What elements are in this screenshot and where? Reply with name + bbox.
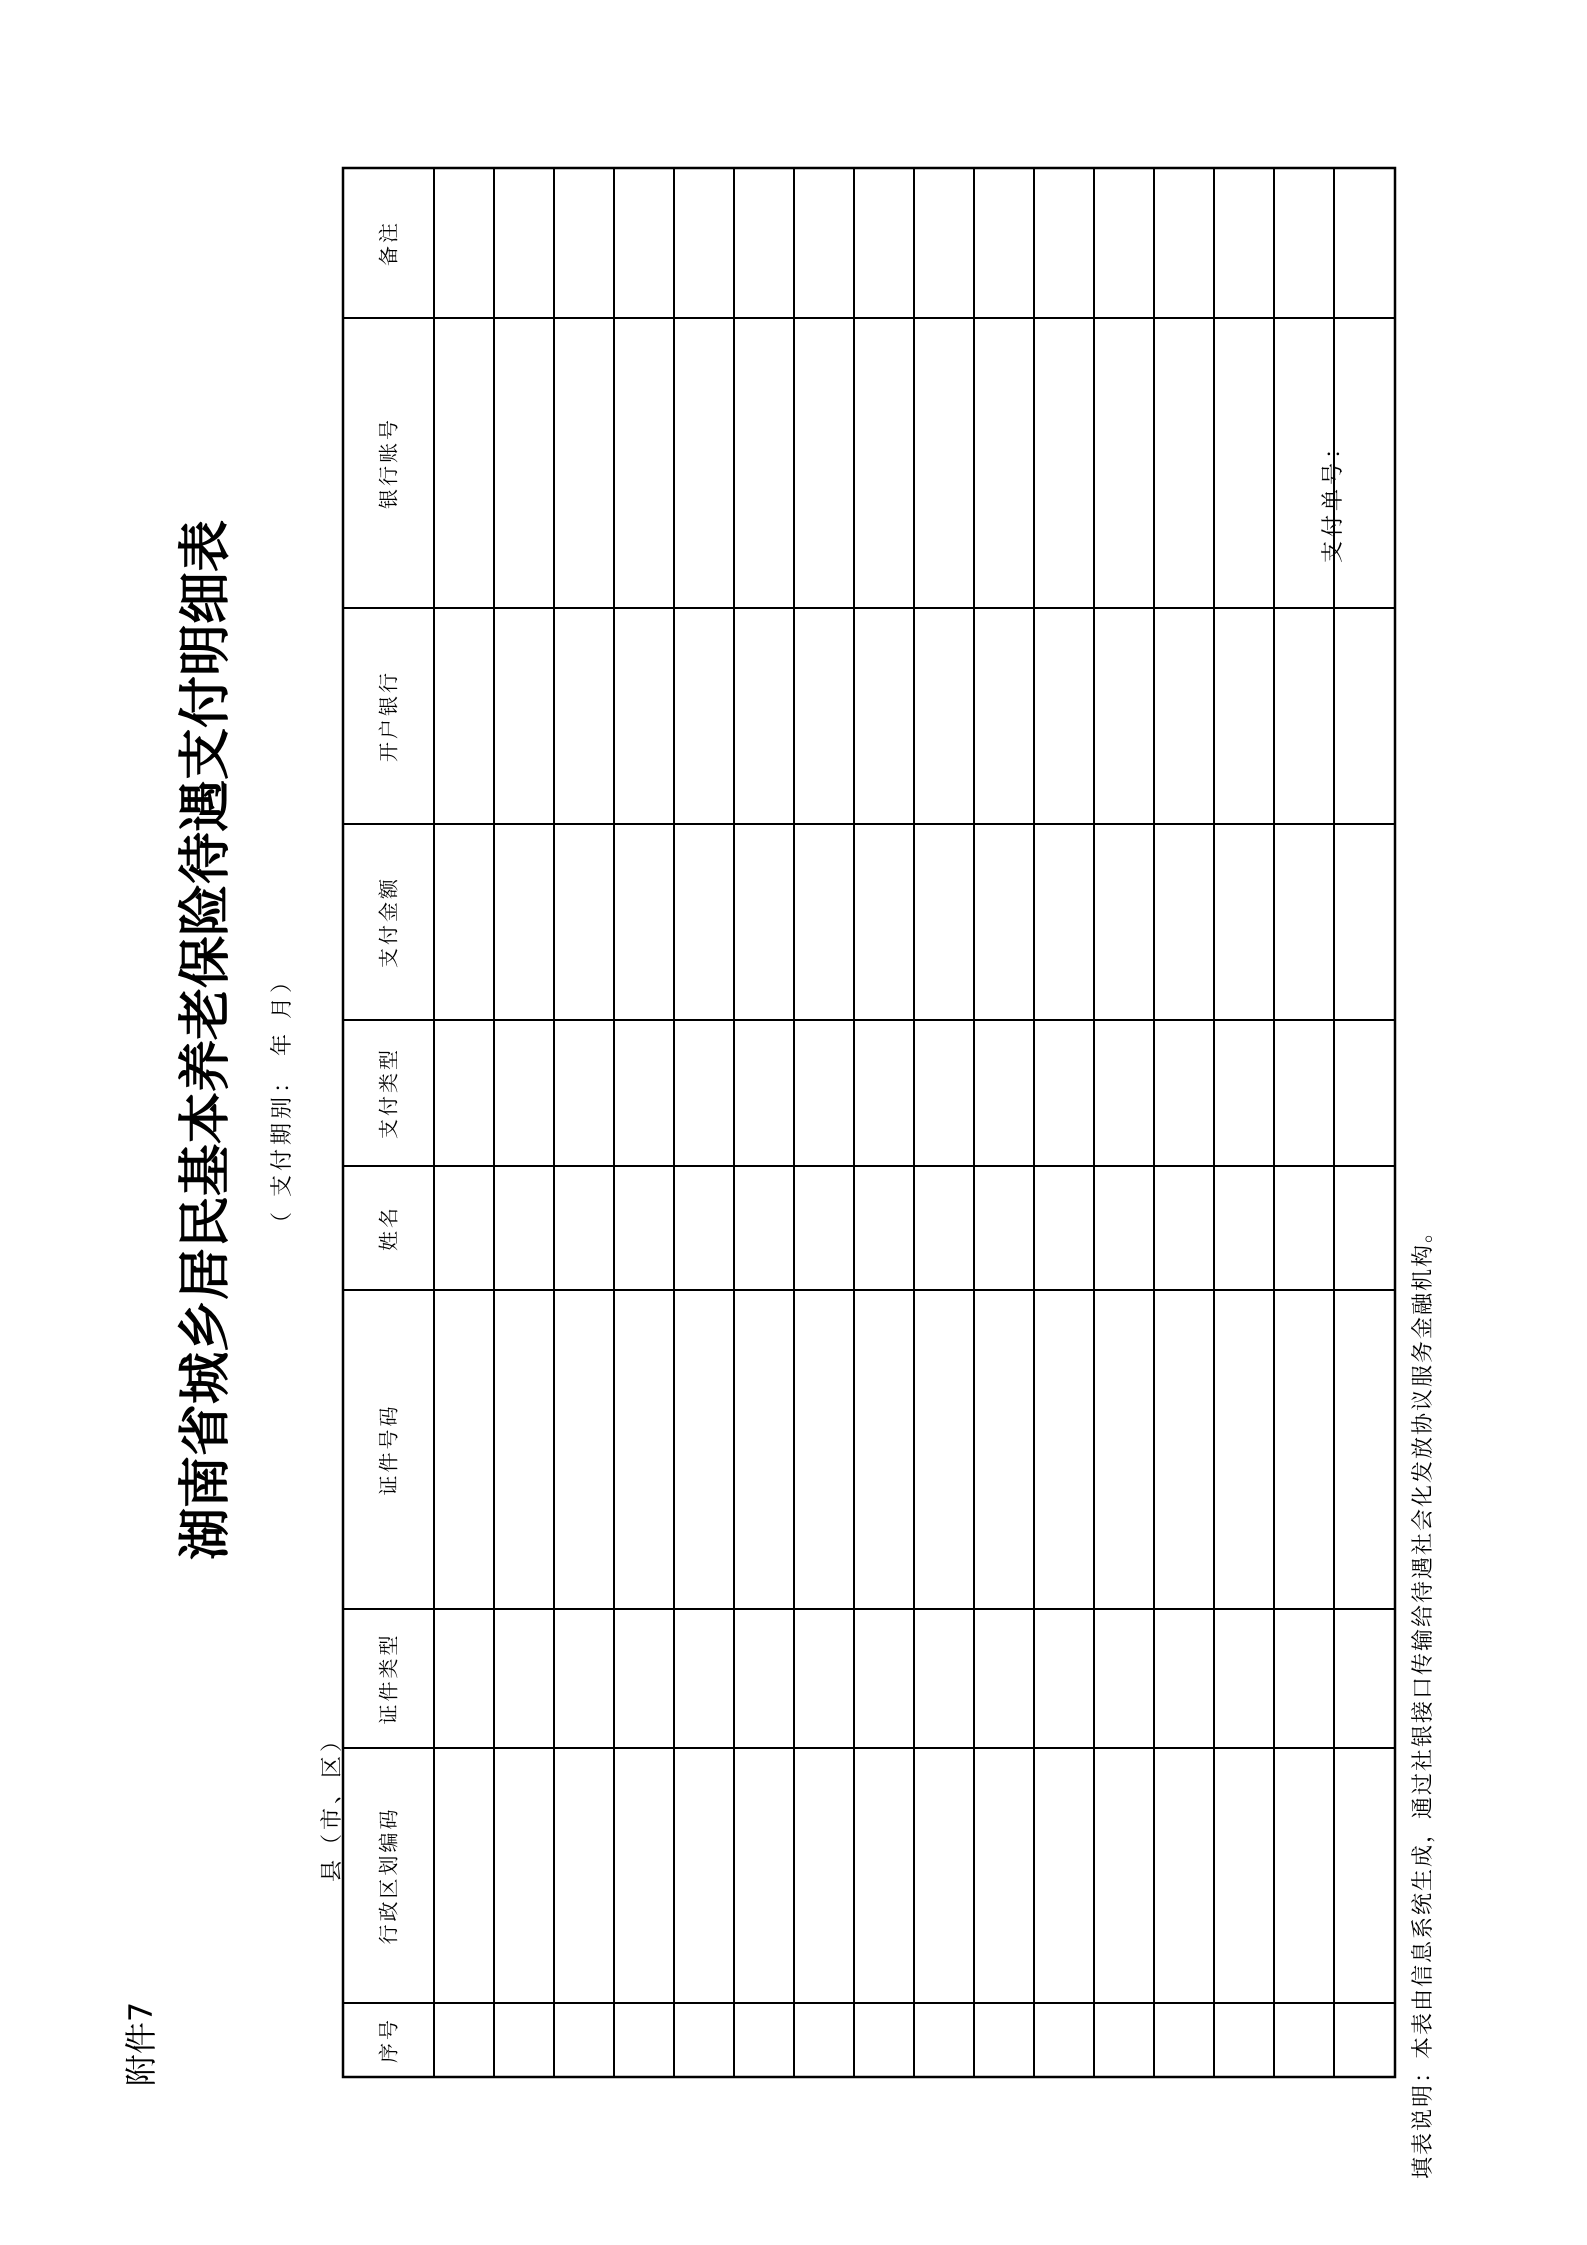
column-header: 序号 [376, 2017, 401, 2063]
attachment-label: 附件7 [122, 2001, 160, 2087]
county-label: 县（市、区） [320, 1725, 345, 1882]
document-title: 湖南省城乡居民基本养老保险待遇支付明细表 [175, 520, 236, 1561]
column-header: 支付金额 [376, 876, 401, 968]
payment-period: （ 支付期别： 年 月） [270, 967, 295, 1234]
column-header: 证件号码 [376, 1403, 401, 1496]
column-header: 支付类型 [376, 1047, 401, 1139]
fill-instructions-note: 填表说明：本表由信息系统生成，通过社银接口传输给待遇社会化发放协议服务金融机构。 [1411, 1218, 1436, 2179]
column-header: 备注 [376, 220, 401, 266]
column-header: 证件类型 [376, 1632, 401, 1725]
column-header: 行政区划编码 [376, 1806, 401, 1945]
table-border [343, 168, 1395, 2077]
column-header: 姓名 [376, 1205, 401, 1251]
column-header: 开户银行 [376, 670, 401, 762]
payment-number-label: 支付单号： [1321, 432, 1346, 563]
column-header: 银行账号 [376, 417, 401, 509]
